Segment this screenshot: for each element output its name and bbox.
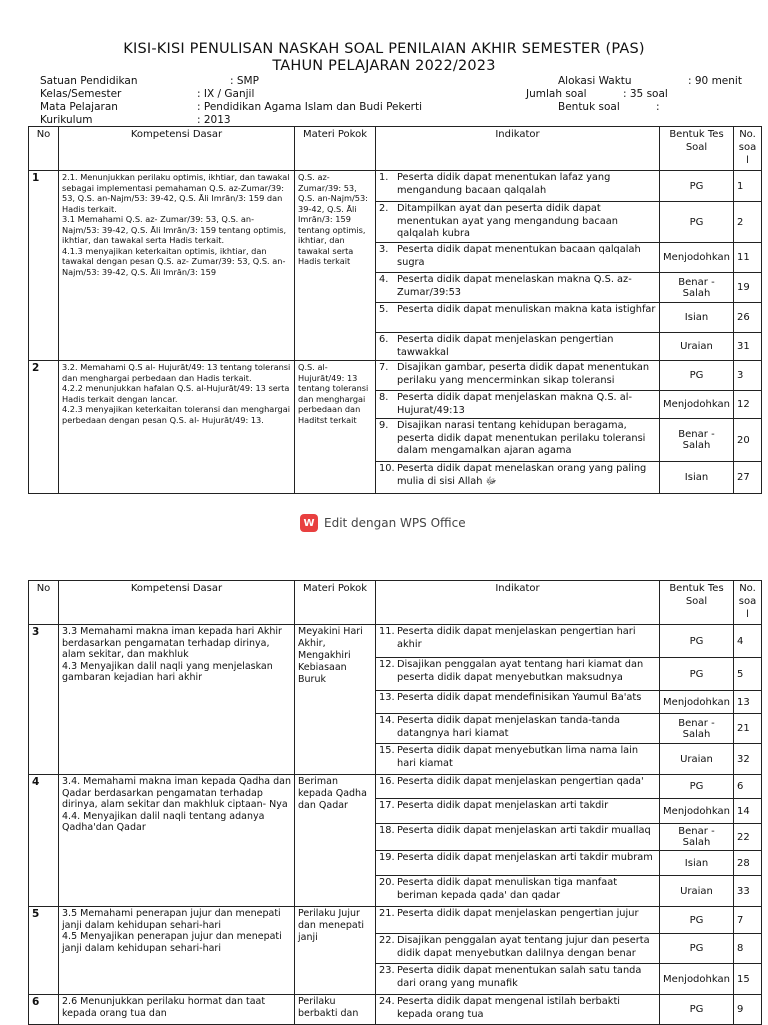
col-bt: Bentuk Tes Soal [660,127,734,171]
document-title: KISI-KISI PENULISAN NASKAH SOAL PENILAIAN AKHIR SEMESTER (PAS) [123,41,645,57]
bentuk-tes: PG [660,995,734,1025]
kompetensi-dasar: 3.4. Memahami makna iman kepada Qadha dan Qadar berdasarkan pengamatan terhadap dirinya, alam sekitar dan makhluk ciptaan- Nya 4.4. Menyajikan dalil naqli tentang adanya Qadha'dan Qadar [59,775,295,907]
nomor-soal: 2 [734,202,762,243]
indikator-text: Peserta didik dapat menjelaskan pengertian jujur [397,908,639,919]
bentuk-tes: Uraian [660,744,734,775]
indikator [376,202,660,243]
nomor-soal: 13 [734,691,762,714]
bentuk-tes: Benar - Salah [660,714,734,744]
jumlah-label: Jumlah soal [526,88,587,100]
indikator-text: Disajikan gambar, peserta didik dapat menentukan perilaku yang mencerminkan sikap toleransi [397,362,650,386]
nomor-soal: 28 [734,851,762,876]
indikator [376,691,660,714]
document-subtitle: TAHUN PELAJARAN 2022/2023 [272,58,496,74]
satuan-label: Satuan Pendidikan [40,75,138,87]
indikator-text: Peserta didik dapat menuliskan makna kata istighfar [397,304,656,315]
nomor-soal: 22 [734,824,762,851]
nomor-soal: 5 [734,658,762,691]
table-row [29,361,762,391]
indikator-number: 21. [379,908,395,919]
bentuk-tes: PG [660,171,734,202]
indikator-text: Disajikan penggalan ayat tentang hari kiamat dan peserta didik dapat menyebutkan maksudnya [397,659,644,683]
indikator-text: Peserta didik dapat menelaskan orang yang paling mulia di sisi Allah ﷻ [397,463,647,487]
indikator-number: 5. [379,304,389,315]
indikator-number: 10. [379,463,395,474]
kisi-table-2 [28,580,762,1025]
indikator-number: 8. [379,392,389,403]
col-no: No [29,127,59,171]
bentuk-tes: Isian [660,851,734,876]
nomor-soal: 15 [734,964,762,995]
nomor-soal: 33 [734,876,762,907]
indikator [376,361,660,391]
kompetensi-dasar: 2.6 Menunjukkan perilaku hormat dan taat kepada orang tua dan [59,995,295,1025]
wps-watermark[interactable] [300,514,466,532]
indikator [376,333,660,361]
indikator-text: Ditampilkan ayat dan peserta didik dapat menentukan ayat yang mengandung bacaan qalqalah kubra [397,203,619,239]
indikator-text: Peserta didik dapat menjelaskan tanda-tanda datangnya hari kiamat [397,715,621,739]
bentuk-tes: PG [660,202,734,243]
nomor-soal: 21 [734,714,762,744]
bentuk-tes: Menjodohkan [660,964,734,995]
row-number: 4 [29,775,59,907]
bentuk-tes: Isian [660,303,734,333]
indikator-text: Peserta didik dapat menentukan salah satu tanda dari orang yang munafik [397,965,642,989]
nomor-soal: 20 [734,419,762,462]
table-row [29,171,762,202]
document-page-2 [0,560,768,1024]
nomor-soal: 9 [734,995,762,1025]
indikator [376,243,660,273]
kompetensi-dasar: 3.2. Memahami Q.S al- Hujurāt/49: 13 tentang toleransi dan menghargai perbedaan dan Hadis terkait. 4.2.2 menunjukkan hafalan Q.S. al-Hujurāt/49: 13 serta Hadis terkait dengan lancar. 4.2.3 menyajikan keterkaitan toleransi dan menghargai perbedaan dengan pesan Q.S. al- Hujurāt/49: 13. [59,361,295,494]
materi-pokok: Perilaku berbakti dan [295,995,376,1025]
indikator-text: Peserta didik dapat menjelaskan pengertian tawwakkal [397,334,614,358]
kelas-value: : IX / Ganjil [197,88,255,100]
bentuk-tes: Benar - Salah [660,273,734,303]
indikator-text: Disajikan penggalan ayat tentang jujur dan peserta didik dapat menyebutkan dalilnya dengan benar [397,935,650,959]
indikator-number: 20. [379,877,395,888]
nomor-soal: 3 [734,361,762,391]
kompetensi-dasar: 3.5 Memahami penerapan jujur dan menepati janji dalam kehidupan sehari-hari 4.5 Menyajikan penerapan jujur dan menepati janji dalam kehidupan sehari-hari [59,907,295,995]
bentuk-tes: Menjodohkan [660,243,734,273]
indikator [376,775,660,799]
indikator [376,964,660,995]
bentuk-label: Bentuk soal [558,101,620,113]
indikator-text: Disajikan narasi tentang kehidupan beragama, peserta didik dapat menentukan perilaku toleransi dalam mengamalkan ajaran agama [397,420,646,456]
indikator [376,824,660,851]
indikator-number: 12. [379,659,395,670]
bentuk-tes: Benar - Salah [660,824,734,851]
indikator [376,744,660,775]
indikator [376,171,660,202]
table-row [29,775,762,799]
indikator [376,391,660,419]
indikator-number: 3. [379,244,389,255]
kurikulum-label: Kurikulum [40,114,93,126]
indikator-text: Peserta didik dapat menentukan bacaan qalqalah sugra [397,244,641,268]
indikator-text: Peserta didik dapat mengenal istilah berbakti kepada orang tua [397,996,621,1020]
indikator-number: 9. [379,420,389,431]
bentuk-tes: Uraian [660,333,734,361]
kompetensi-dasar: 2.1. Menunjukkan perilaku optimis, ikhtiar, dan tawakal sebagai implementasi pemahaman Q.S. az-Zumar/39: 53, Q.S. an-Najm/53: 39-42, Q.S. Āli Imrān/3: 159 dan Hadis terkait. 3.1 Memahami Q.S. az- Zumar/39: 53, Q.S. an-Najm/53: 39-42, Q.S. Āli Imrān/3: 159 tentang optimis, ikhtiar, dan tawakal serta Hadis terkait. 4.1.3 menyajikan keterkaitan optimis, ikhtiar, dan tawakal dengan pesan Q.S. az- Zumar/39: 53, Q.S. an-Najm/53: 39-42, Q.S. Āli Imrān/3: 159 [59,171,295,361]
kisi-table-1 [28,126,762,494]
indikator-number: 24. [379,996,395,1007]
wps-watermark-text: Edit dengan WPS Office [324,516,466,530]
indikator-text: Peserta didik dapat menjelaskan arti takdir muallaq [397,825,651,836]
nomor-soal: 32 [734,744,762,775]
indikator-number: 17. [379,800,395,811]
wps-logo-icon: W [300,514,318,532]
indikator-number: 19. [379,852,395,863]
row-number: 3 [29,625,59,775]
indikator-text: Peserta didik dapat menjelaskan pengertian hari akhir [397,626,636,650]
bentuk-tes: PG [660,625,734,658]
indikator-text: Peserta didik dapat menelaskan makna Q.S. az-Zumar/39:53 [397,274,632,298]
col-no: No [29,581,59,625]
materi-pokok: Q.S. al-Hujurāt/49: 13 tentang toleransi dan menghargai perbedaan dan Haditst terkait [295,361,376,494]
indikator-text: Peserta didik dapat menentukan lafaz yang mengandung bacaan qalqalah [397,172,611,196]
indikator-text: Peserta didik dapat menjelaskan makna Q.S. al-Hujurat/49:13 [397,392,633,416]
bentuk-tes: Menjodohkan [660,391,734,419]
indikator-text: Peserta didik dapat mendefinisikan Yaumul Ba'ats [397,692,642,703]
bentuk-tes: Benar - Salah [660,419,734,462]
indikator-text: Peserta didik dapat menuliskan tiga manfaat beriman kepada qada' dan qadar [397,877,618,901]
table-row [29,907,762,934]
row-number: 5 [29,907,59,995]
bentuk-tes: PG [660,658,734,691]
indikator [376,934,660,964]
nomor-soal: 7 [734,907,762,934]
nomor-soal: 4 [734,625,762,658]
materi-pokok: Q.S. az-Zumar/39: 53, Q.S. an-Najm/53: 39-42, Q.S. Āli Imrān/3: 159 tentang optimis, ikhtiar, dan tawakal serta Hadis terkait [295,171,376,361]
col-mp: Materi Pokok [295,581,376,625]
indikator-number: 13. [379,692,395,703]
indikator-number: 22. [379,935,395,946]
indikator [376,419,660,462]
col-ind: Indikator [376,581,660,625]
indikator [376,625,660,658]
satuan-value: : SMP [230,75,259,87]
kelas-label: Kelas/Semester [40,88,122,100]
bentuk-tes: PG [660,907,734,934]
indikator [376,462,660,494]
col-ind: Indikator [376,127,660,171]
nomor-soal: 8 [734,934,762,964]
bentuk-tes: Uraian [660,876,734,907]
indikator [376,876,660,907]
indikator-number: 16. [379,776,395,787]
table-row [29,625,762,658]
indikator-number: 2. [379,203,389,214]
indikator-number: 7. [379,362,389,373]
nomor-soal: 26 [734,303,762,333]
materi-pokok: Beriman kepada Qadha dan Qadar [295,775,376,907]
bentuk-tes: Menjodohkan [660,799,734,824]
row-number: 1 [29,171,59,361]
nomor-soal: 1 [734,171,762,202]
table-row [29,995,762,1025]
indikator [376,799,660,824]
bentuk-tes: Menjodohkan [660,691,734,714]
bentuk-tes: PG [660,775,734,799]
col-ns: No. soa l [734,581,762,625]
indikator-number: 23. [379,965,395,976]
col-mp: Materi Pokok [295,127,376,171]
kurikulum-value: : 2013 [197,114,231,126]
indikator-text: Peserta didik dapat menjelaskan pengertian qada' [397,776,644,787]
indikator [376,658,660,691]
mapel-label: Mata Pelajaran [40,101,118,113]
indikator [376,303,660,333]
kompetensi-dasar: 3.3 Memahami makna iman kepada hari Akhir berdasarkan pengamatan terhadap dirinya, alam sekitar, dan makhluk 4.3 Menyajikan dalil naqli yang menjelaskan gambaran kejadian hari akhir [59,625,295,775]
indikator-number: 11. [379,626,395,637]
nomor-soal: 12 [734,391,762,419]
bentuk-value: : [656,101,660,113]
nomor-soal: 11 [734,243,762,273]
bentuk-tes: Isian [660,462,734,494]
indikator-text: Peserta didik dapat menjelaskan arti takdir mubram [397,852,653,863]
col-kd: Kompetensi Dasar [59,581,295,625]
materi-pokok: Perilaku Jujur dan menepati janji [295,907,376,995]
indikator-number: 15. [379,745,395,756]
row-number: 2 [29,361,59,494]
indikator-number: 4. [379,274,389,285]
nomor-soal: 19 [734,273,762,303]
indikator-text: Peserta didik dapat menyebutkan lima nama lain hari kiamat [397,745,639,769]
indikator-text: Peserta didik dapat menjelaskan arti takdir [397,800,609,811]
nomor-soal: 6 [734,775,762,799]
col-kd: Kompetensi Dasar [59,127,295,171]
indikator-number: 14. [379,715,395,726]
indikator [376,273,660,303]
row-number: 6 [29,995,59,1025]
indikator [376,907,660,934]
indikator-number: 18. [379,825,395,836]
indikator [376,851,660,876]
nomor-soal: 27 [734,462,762,494]
nomor-soal: 14 [734,799,762,824]
col-bt: Bentuk Tes Soal [660,581,734,625]
bentuk-tes: PG [660,361,734,391]
mapel-value: : Pendidikan Agama Islam dan Budi Pekerti [197,101,423,113]
alokasi-value: : 90 menit [688,75,742,87]
indikator [376,995,660,1025]
jumlah-value: : 35 soal [623,88,668,100]
nomor-soal: 31 [734,333,762,361]
col-ns: No. soa l [734,127,762,171]
indikator-number: 1. [379,172,389,183]
indikator-number: 6. [379,334,389,345]
bentuk-tes: PG [660,934,734,964]
alokasi-label: Alokasi Waktu [558,75,632,87]
materi-pokok: Meyakini Hari Akhir, Mengakhiri Kebiasaan Buruk [295,625,376,775]
indikator [376,714,660,744]
